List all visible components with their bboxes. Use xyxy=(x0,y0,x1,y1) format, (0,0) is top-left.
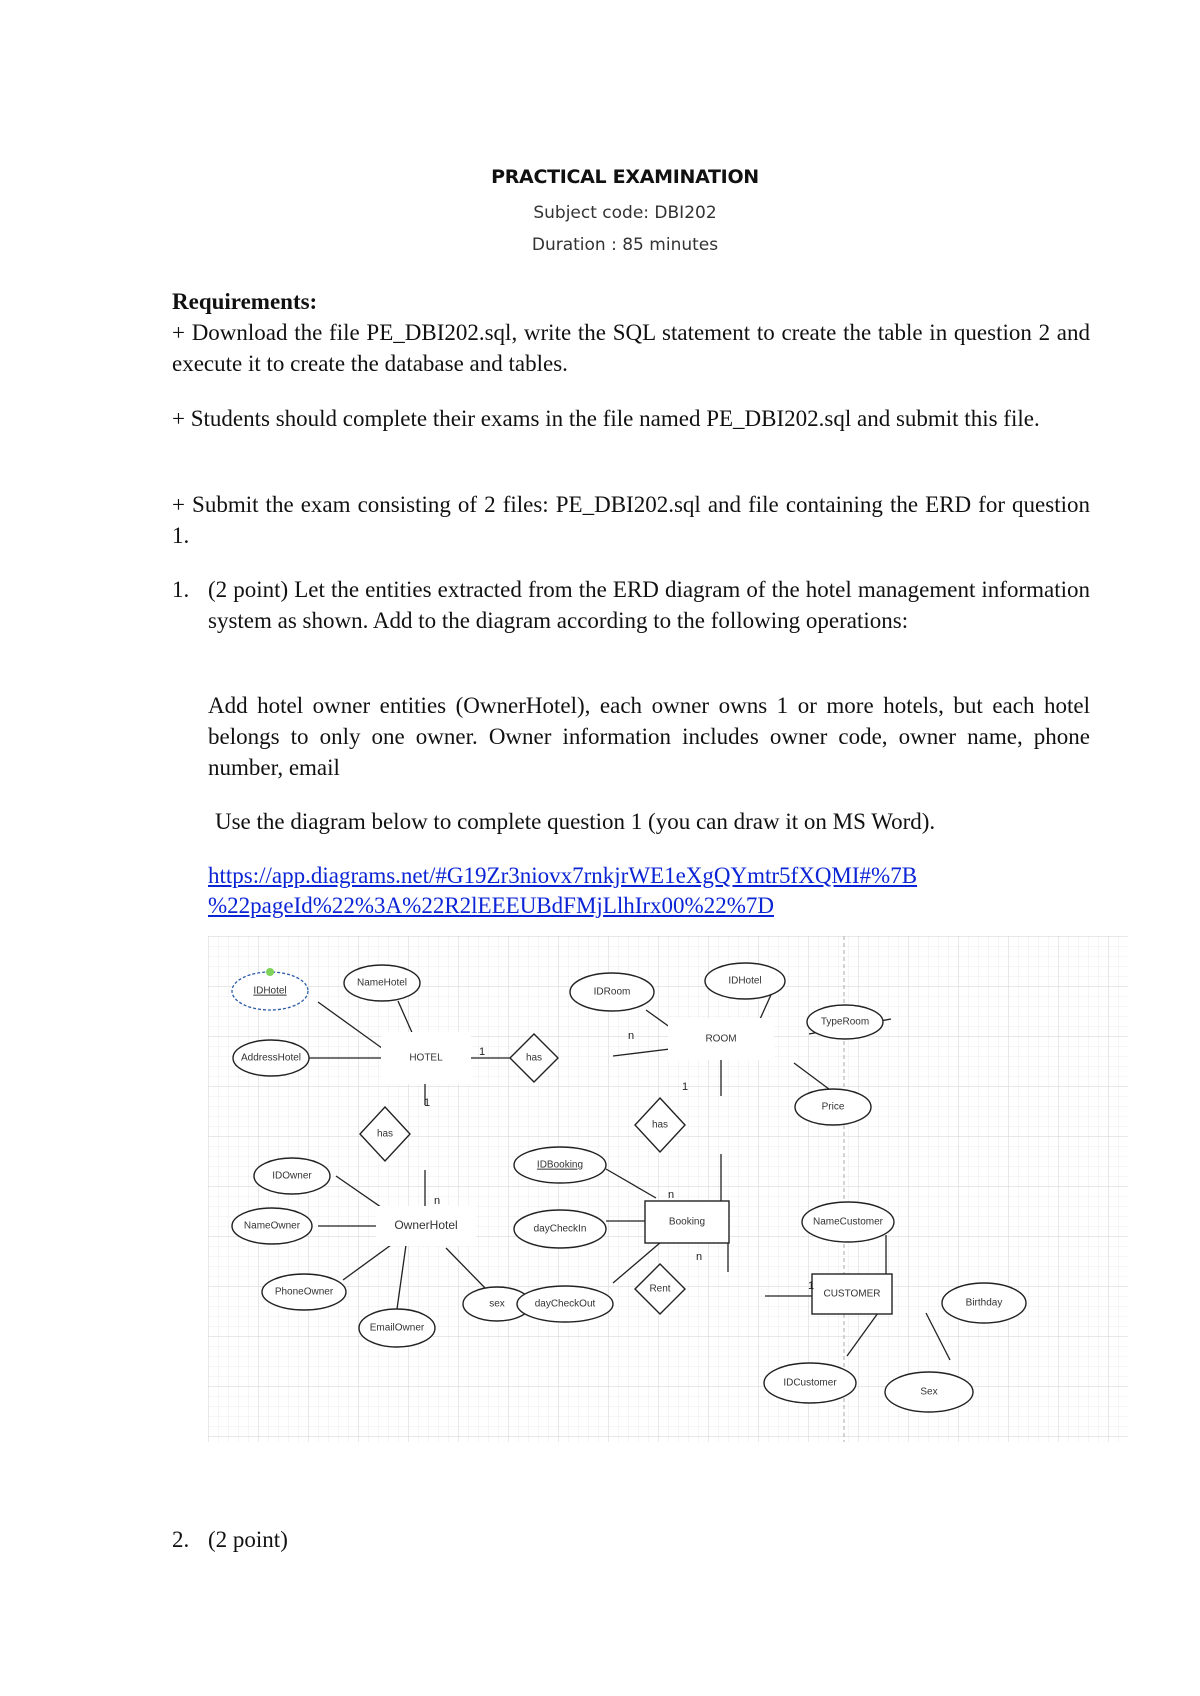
requirements-heading: Requirements: xyxy=(172,289,318,314)
attr-price xyxy=(795,1089,871,1125)
attr-day-checkin xyxy=(514,1210,606,1248)
svg-text:CUSTOMER: CUSTOMER xyxy=(823,1288,881,1300)
diagram-link-continued[interactable]: %22pageId%22%3A%22R2lEEEUBdFMjLlhIrx00%22%7D xyxy=(208,893,774,918)
svg-text:1: 1 xyxy=(424,1097,431,1109)
subject-code: Subject code: DBI202 xyxy=(533,203,717,223)
svg-text:OwnerHotel: OwnerHotel xyxy=(394,1218,458,1233)
attr-id-room xyxy=(570,973,654,1011)
question-number: 1. xyxy=(172,577,190,602)
svg-text:dayCheckIn: dayCheckIn xyxy=(533,1223,587,1235)
svg-text:n: n xyxy=(668,1189,675,1201)
diagram-link[interactable]: https://app.diagrams.net/#G19Zr3niovx7rnkjrWE1eXgQYmtr5fXQMI#%7B xyxy=(208,863,918,888)
svg-text:IDHotel: IDHotel xyxy=(728,975,762,987)
attr-phone-owner xyxy=(262,1274,346,1310)
svg-text:dayCheckOut: dayCheckOut xyxy=(534,1298,596,1310)
entity-owner-hotel xyxy=(376,1206,476,1246)
svg-text:PhoneOwner: PhoneOwner xyxy=(274,1286,334,1298)
requirement-item: + Submit the exam consisting of 2 files: PE_DBI202.sql and file containing the ERD for question 1. xyxy=(172,492,1090,548)
question-note: Use the diagram below to complete question 1 (you can draw it on MS Word). xyxy=(215,809,936,834)
entity-hotel xyxy=(381,1032,471,1084)
question-text: (2 point) Let the entities extracted from the ERD diagram of the hotel management information system as shown. Add to the diagram according to the following operations: xyxy=(208,577,1090,633)
attr-id-owner xyxy=(254,1158,330,1194)
svg-text:IDBooking: IDBooking xyxy=(536,1159,584,1171)
svg-text:n: n xyxy=(696,1251,703,1263)
exam-title: PRACTICAL EXAMINATION xyxy=(491,166,759,188)
attr-name-hotel xyxy=(344,965,420,1001)
attr-day-checkout xyxy=(517,1286,613,1322)
svg-text:IDRoom: IDRoom xyxy=(593,986,631,998)
svg-text:NameOwner: NameOwner xyxy=(243,1220,301,1232)
requirement-item: + Students should complete their exams in the file named PE_DBI202.sql and submit this file. xyxy=(172,406,1040,431)
attr-name-owner xyxy=(232,1208,312,1244)
svg-text:1: 1 xyxy=(479,1046,486,1058)
svg-text:AddressHotel: AddressHotel xyxy=(240,1052,302,1064)
svg-text:has: has xyxy=(651,1119,669,1131)
svg-text:EmailOwner: EmailOwner xyxy=(369,1322,425,1334)
svg-text:1: 1 xyxy=(682,1081,689,1093)
entity-room xyxy=(668,1018,774,1060)
entity-customer xyxy=(812,1274,892,1314)
svg-text:HOTEL: HOTEL xyxy=(409,1052,443,1064)
svg-text:Birthday: Birthday xyxy=(965,1297,1003,1309)
svg-text:Rent: Rent xyxy=(649,1283,671,1295)
svg-text:n: n xyxy=(434,1195,441,1207)
svg-text:has: has xyxy=(525,1052,543,1064)
svg-text:Price: Price xyxy=(821,1101,845,1113)
svg-text:has: has xyxy=(376,1128,394,1140)
attr-id-booking xyxy=(514,1147,606,1183)
entity-booking xyxy=(645,1201,729,1243)
attr-email-owner xyxy=(359,1309,435,1347)
attr-address-hotel xyxy=(233,1040,309,1076)
svg-text:IDOwner: IDOwner xyxy=(272,1170,312,1182)
erd-diagram xyxy=(208,936,1128,1442)
question-text: (2 point) xyxy=(208,1527,288,1552)
svg-text:ROOM: ROOM xyxy=(705,1033,737,1045)
svg-text:Booking: Booking xyxy=(668,1216,706,1228)
svg-text:IDHotel: IDHotel xyxy=(253,985,287,997)
selection-handle xyxy=(266,968,274,976)
question-task: Add hotel owner entities (OwnerHotel), each owner owns 1 or more hotels, but each hotel belongs to only one owner. Owner information includes owner code, owner name, phone number, email xyxy=(208,693,1090,780)
svg-text:IDCustomer: IDCustomer xyxy=(783,1377,837,1389)
svg-text:NameCustomer: NameCustomer xyxy=(812,1216,884,1228)
svg-text:Sex: Sex xyxy=(920,1386,938,1398)
svg-text:sex: sex xyxy=(489,1298,505,1310)
svg-text:NameHotel: NameHotel xyxy=(356,977,408,989)
attr-sex-customer xyxy=(885,1372,973,1412)
attr-type-room xyxy=(807,1005,883,1039)
attr-id-customer xyxy=(764,1363,856,1403)
attr-name-customer xyxy=(802,1202,894,1242)
svg-text:TypeRoom: TypeRoom xyxy=(820,1016,870,1028)
svg-text:n: n xyxy=(628,1030,635,1042)
requirement-item: + Download the file PE_DBI202.sql, write the SQL statement to create the table in question 2 and execute it to create the database and tables. xyxy=(172,320,1090,376)
attr-id-hotel-fk xyxy=(705,963,785,999)
question-number: 2. xyxy=(172,1527,190,1552)
svg-text:1: 1 xyxy=(808,1280,815,1292)
exam-duration: Duration : 85 minutes xyxy=(531,235,719,255)
attr-birthday xyxy=(942,1283,1026,1323)
erd-canvas xyxy=(208,936,1128,1442)
